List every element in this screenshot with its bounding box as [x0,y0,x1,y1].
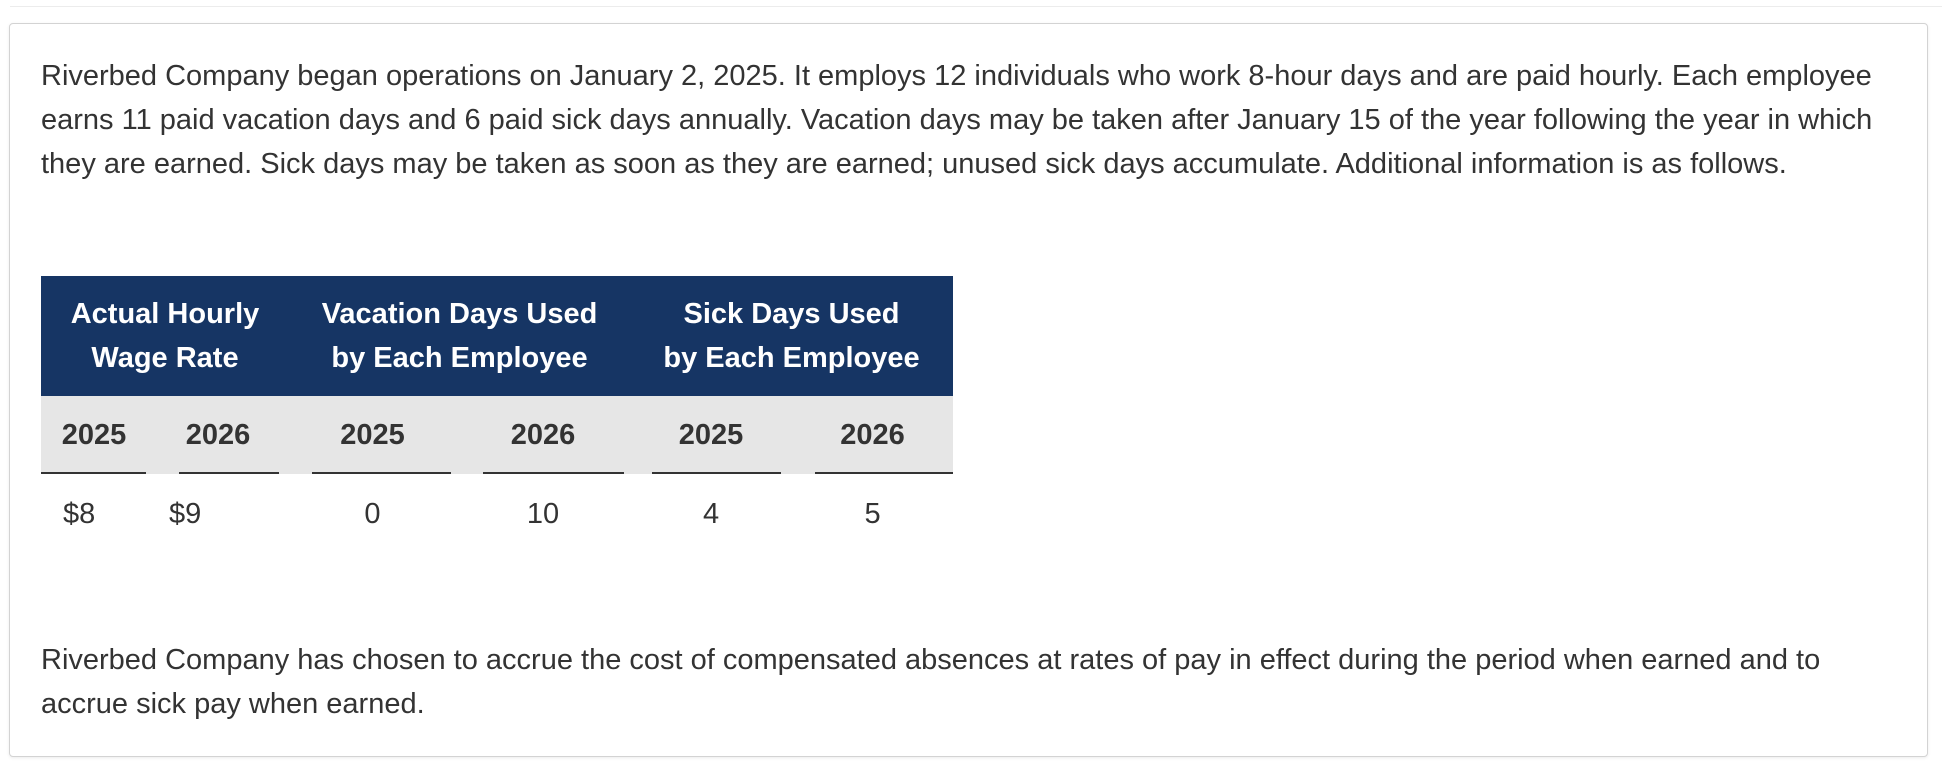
year-cell: 2025 [41,396,147,474]
year-cell: 2026 [456,396,630,474]
year-cell: 2025 [289,396,456,474]
header-hourly-wage-rate: Actual Hourly Wage Rate [41,276,289,396]
wage-data-table [41,276,953,554]
value-cell: 4 [702,497,720,530]
value-cell: $8 [63,497,96,530]
year-cell: 2025 [630,396,792,474]
year-cell: 2026 [147,396,289,474]
year-cell: 2026 [792,396,953,474]
value-cell: 5 [864,497,881,530]
table-row [41,474,953,554]
closing-paragraph: Riverbed Company has chosen to accrue the cost of compensated absences at rates of pay in effect during the period when earned and to accrue sick pay when earned. [41,644,1821,720]
table-header-row [41,276,953,396]
intro-paragraph: Riverbed Company began operations on January 2, 2025. It employs 12 individuals who work 8-hour days and are paid hourly. Each employee earns 11 paid vacation days and 6 paid sick days annually. Vacation days may be taken after January 15 of the year following the year in which they are earned. Sick days may be taken as soon as they are earned; unused sick days accumulate. Additional information is as follows. [41,60,1873,180]
value-cell: $9 [169,497,202,530]
top-divider [10,6,1942,7]
header-sick-days-used: Sick Days Used by Each Employee [630,276,953,396]
header-vacation-days-used: Vacation Days Used by Each Employee [289,276,630,396]
question-card [9,23,1928,757]
table-year-row [41,396,953,474]
value-cell: 10 [526,497,560,530]
value-cell: 0 [364,497,381,530]
